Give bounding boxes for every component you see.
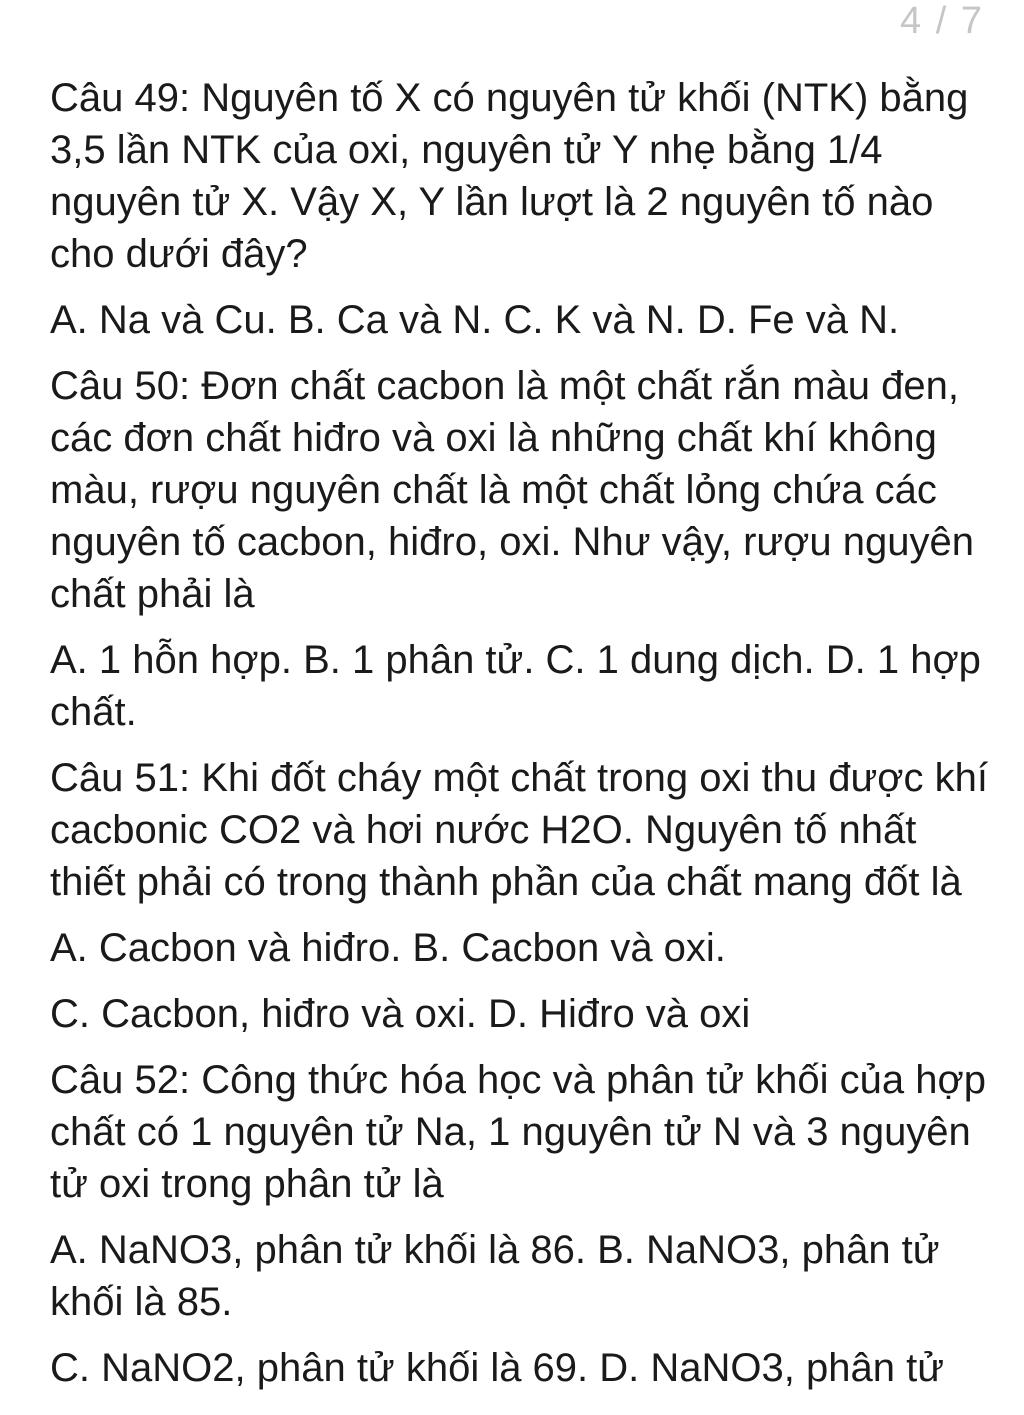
page-indicator: 4 / 7 — [900, 0, 984, 42]
document-body — [50, 72, 990, 1408]
answers-51-ab: A. Cacbon và hiđro. B. Cacbon và oxi. — [50, 926, 726, 970]
answers-52-cd: C. NaNO2, phân tử khối là 69. D. NaNO3, phân tử — [50, 1346, 944, 1390]
answers-49: A. Na và Cu. B. Ca và N. C. K và N. D. Fe và N. — [50, 298, 900, 342]
question-52: Câu 52: Công thức hóa học và phân tử khối của hợp chất có 1 nguyên tử Na, 1 nguyên tử N và 3 nguyên tử oxi trong phân tử là — [50, 1058, 986, 1206]
question-49: Câu 49: Nguyên tố X có nguyên tử khối (NTK) bằng 3,5 lần NTK của oxi, nguyên tử Y nhẹ bằng 1/4 nguyên tử X. Vậy X, Y lần lượt là 2 nguyên tố nào cho dưới đây? — [50, 76, 969, 276]
answers-50: A. 1 hỗn hợp. B. 1 phân tử. C. 1 dung dịch. D. 1 hợp chất. — [50, 638, 981, 734]
question-51: Câu 51: Khi đốt cháy một chất trong oxi thu được khí cacbonic CO2 và hơi nước H2O. Nguyên tố nhất thiết phải có trong thành phần của chất mang đốt là — [50, 756, 988, 904]
answers-51-cd: C. Cacbon, hiđro và oxi. D. Hiđro và oxi — [50, 992, 751, 1036]
answers-52-ab: A. NaNO3, phân tử khối là 86. B. NaNO3, phân tử khối là 85. — [50, 1228, 940, 1324]
question-50: Câu 50: Đơn chất cacbon là một chất rắn màu đen, các đơn chất hiđro và oxi là những chất khí không màu, rượu nguyên chất là một chất lỏng chứa các nguyên tố cacbon, hiđro, oxi. Như vậy, rượu nguyên chất phải là — [50, 364, 975, 616]
